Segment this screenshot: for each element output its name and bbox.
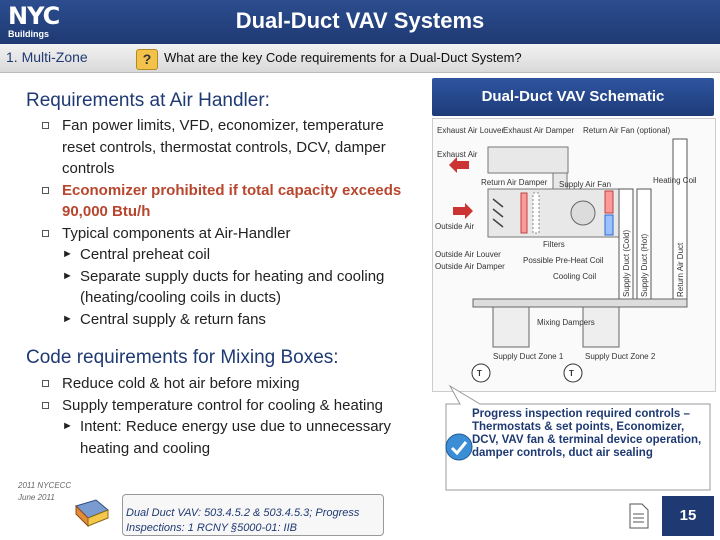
intent-sublist bbox=[62, 416, 425, 459]
triangle-bullet-icon: ► bbox=[62, 269, 73, 282]
label-filters: Filters bbox=[543, 240, 565, 249]
label-return-air-fan: Return Air Fan (optional) bbox=[583, 126, 671, 135]
air-handler-heading: Requirements at Air Handler: bbox=[26, 90, 270, 111]
label-exhaust-air-damper: Exhaust Air Damper bbox=[503, 126, 575, 135]
label-supply-duct-hot: Supply Duct (Hot) bbox=[640, 233, 649, 297]
square-bullet-icon bbox=[42, 230, 49, 237]
list-item: ► Separate supply ducts for heating and cooling (heating/cooling coils in ducts) bbox=[62, 267, 385, 306]
filter bbox=[533, 193, 539, 233]
schematic-diagram bbox=[433, 119, 715, 391]
air-handler-list bbox=[40, 115, 420, 330]
dual-duct-schematic bbox=[432, 118, 716, 392]
label-outside-air: Outside Air bbox=[435, 222, 475, 231]
triangle-bullet-icon: ► bbox=[62, 420, 73, 432]
label-supply-duct-cold: Supply Duct (Cold) bbox=[622, 229, 631, 297]
list-item: Supply temperature control for cooling & heating ► Intent: Reduce energy use due to unnecessary heating and cooling bbox=[40, 395, 425, 460]
square-bullet-icon bbox=[42, 122, 49, 129]
distribution-duct bbox=[473, 299, 687, 307]
triangle-bullet-icon: ► bbox=[62, 248, 73, 260]
logo-subtext: Buildings bbox=[8, 29, 49, 39]
mixing-boxes-heading: Code requirements for Mixing Boxes: bbox=[26, 347, 339, 368]
list-item: Reduce cold & hot air before mixing bbox=[40, 373, 425, 395]
list-item: Economizer prohibited if total capacity exceeds 90,000 Btu/h bbox=[40, 180, 420, 223]
label-supply-air-fan: Supply Air Fan bbox=[559, 180, 612, 189]
label-cooling-coil: Cooling Coil bbox=[553, 272, 597, 281]
airflow-arrows bbox=[449, 157, 473, 219]
exhaust-plenum bbox=[488, 147, 568, 173]
list-item: Typical components at Air-Handler ► Central preheat coil ► Separate supply ducts for heating and cooling (heating/cooling coils in ducts) ► Central supply & return fans bbox=[40, 223, 420, 331]
thermostat-label-2: T bbox=[569, 369, 574, 378]
page-title: Dual-Duct VAV Systems bbox=[235, 8, 485, 33]
list-item: ► Central supply & return fans bbox=[62, 309, 420, 331]
list-item: ► Central preheat coil bbox=[62, 244, 420, 266]
label-outside-air-louver: Outside Air Louver bbox=[435, 250, 501, 259]
label-return-air-duct: Return Air Duct bbox=[676, 242, 685, 297]
square-bullet-icon bbox=[42, 380, 49, 387]
preheat-coil bbox=[521, 193, 527, 233]
code-edition: 2011 NYCECC June 2011 bbox=[18, 481, 72, 502]
square-bullet-icon bbox=[42, 187, 49, 194]
component-sublist bbox=[62, 244, 420, 330]
mixing-box-2 bbox=[583, 307, 619, 347]
logo-text: NYC bbox=[8, 2, 60, 30]
label-zone2-duct: Supply Duct Zone 2 bbox=[585, 352, 656, 361]
list-item: ► Intent: Reduce energy use due to unnecessary heating and cooling bbox=[62, 418, 392, 457]
supply-fan-icon bbox=[571, 201, 595, 225]
label-outside-air-damper: Outside Air Damper bbox=[435, 262, 505, 271]
label-exhaust-air-louver: Exhaust Air Louver bbox=[437, 126, 505, 135]
label-heating-coil: Heating Coil bbox=[653, 176, 697, 185]
cloud-check-icon bbox=[444, 432, 474, 462]
codebook-icon bbox=[72, 496, 112, 530]
triangle-bullet-icon: ► bbox=[62, 312, 73, 325]
section-label: 1. Multi-Zone bbox=[6, 49, 88, 65]
page-number: 15 bbox=[662, 496, 714, 536]
schematic-title: Dual-Duct VAV Schematic bbox=[432, 78, 714, 116]
square-bullet-icon bbox=[42, 402, 49, 409]
question-mark-icon: ? bbox=[136, 49, 158, 70]
key-question: What are the key Code requirements for a Dual-Duct System? bbox=[164, 50, 522, 65]
label-return-air-damper: Return Air Damper bbox=[481, 178, 548, 187]
label-zone1-duct: Supply Duct Zone 1 bbox=[493, 352, 564, 361]
heating-coil bbox=[605, 191, 613, 213]
mixing-boxes-list bbox=[40, 373, 425, 459]
list-item: Fan power limits, VFD, economizer, temperature reset controls, thermostat controls, DCV, damper controls bbox=[40, 115, 420, 180]
progress-inspection-callout: Progress inspection required controls – Thermostats & set points, Economizer, DCV, VAV fan & terminal device operation, damper controls, duct air sealing bbox=[472, 408, 702, 459]
document-icon bbox=[628, 502, 650, 530]
label-exhaust-air: Exhaust Air bbox=[437, 150, 478, 159]
thermostat-label-1: T bbox=[477, 369, 482, 378]
mixing-box-1 bbox=[493, 307, 529, 347]
header-bar bbox=[0, 0, 720, 44]
topic-bar bbox=[0, 44, 720, 73]
cooling-coil bbox=[605, 215, 613, 235]
label-mixing-dampers: Mixing Dampers bbox=[537, 318, 595, 327]
code-reference: Dual Duct VAV: 503.4.5.2 & 503.4.5.3; Progress Inspections: 1 RCNY §5000-01: IIB bbox=[126, 507, 360, 534]
label-preheat-coil: Possible Pre-Heat Coil bbox=[523, 256, 604, 265]
